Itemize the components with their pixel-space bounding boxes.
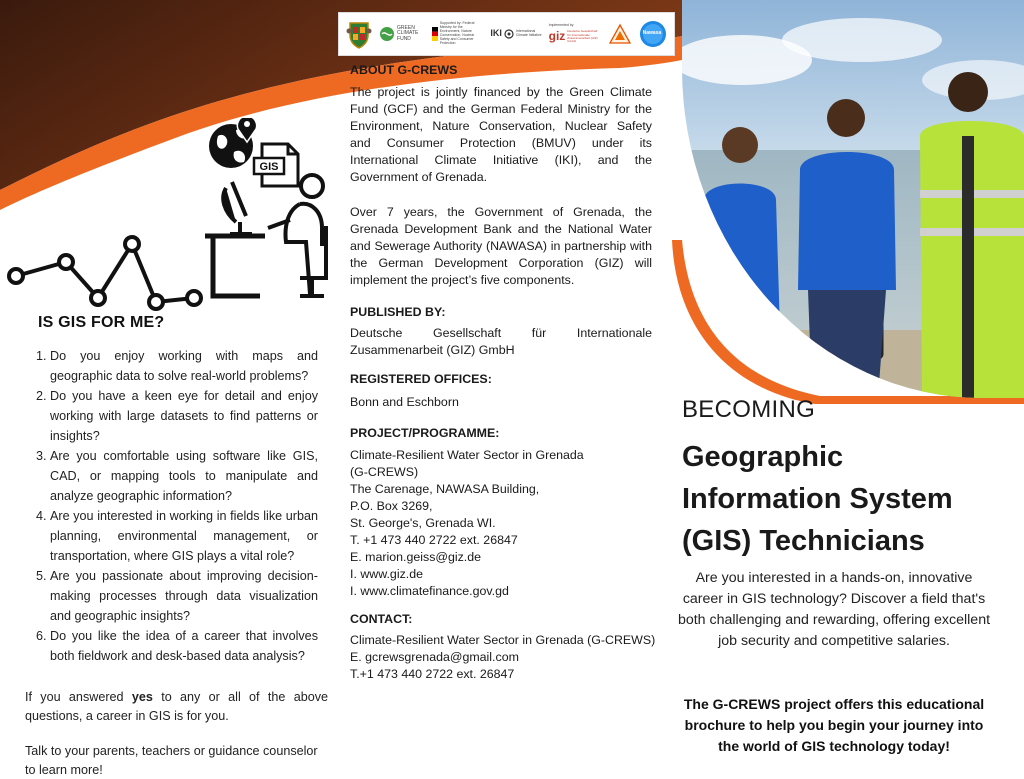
- programme-line: P.O. Box 3269,: [350, 499, 433, 513]
- question-item: [36, 566, 318, 626]
- programme-email: E. marion.geiss@giz.de: [350, 550, 482, 564]
- talk-paragraph: Talk to your parents, teachers or guidance counselor to learn more!: [25, 744, 318, 777]
- contact-heading: CONTACT:: [350, 612, 413, 626]
- programme-heading: PROJECT/PROGRAMME:: [350, 426, 500, 440]
- programme-phone: T. +1 473 440 2722 ext. 26847: [350, 533, 518, 547]
- brochure-main-title: [682, 436, 1012, 562]
- green-climate-fund-logo: [379, 26, 425, 43]
- nawasa-logo: [639, 20, 667, 48]
- published-heading: PUBLISHED BY:: [350, 305, 446, 319]
- answer-yes: yes: [131, 690, 153, 704]
- answer-paragraph: [25, 688, 328, 726]
- offices-heading: REGISTERED OFFICES:: [350, 372, 492, 386]
- programme-block: [350, 447, 652, 600]
- about-paragraph-1: The project is jointly financed by the Green Climate Fund (GCF) and the German Federal Ministry for the Environment, Nature Conservation, Nuclear Safety and Consumer Protection (BMUV) under its International Climate Initiative (IKI), and the Government of Grenada.: [350, 85, 652, 184]
- grenada-coat-of-arms-logo: [346, 19, 372, 49]
- question-number: 6.: [36, 629, 47, 643]
- question-item: [36, 386, 318, 446]
- partner-logos: [338, 12, 675, 56]
- title-line-2: Information System: [682, 483, 953, 515]
- question-text: Are you interested in working in fields like urban planning, environmental management, or transportation, where GIS plays a vital role?: [50, 509, 318, 563]
- grenada-development-bank-logo: [608, 23, 632, 45]
- question-text: Are you passionate about improving decision-making processes through data visualization and geographic insights?: [50, 569, 318, 623]
- programme-website-climatefinance: I. www.climatefinance.gov.gd: [350, 584, 509, 598]
- contact-line: Climate-Resilient Water Sector in Grenada (G-CREWS): [350, 633, 656, 647]
- giz-logo-text: Deutsche Gesellschaft für Internationale Zusammenarbeit (GIZ) GmbH: [567, 29, 598, 44]
- programme-line: St. George's, Grenada WI.: [350, 516, 496, 530]
- offer-paragraph: The G-CREWS project offers this educational brochure to help you begin your journey into the world of GIS technology today!: [683, 696, 985, 754]
- question-number: 2.: [36, 389, 47, 403]
- giz-logo-mark: giz: [548, 29, 566, 44]
- question-item: [36, 346, 318, 386]
- bmuv-logo-text: Supported by: Federal Ministry for the Environment, Nature Conservation, Nuclear Safety and Consumer Protection: [439, 21, 475, 45]
- offices-text: Bonn and Eschborn: [350, 395, 459, 409]
- title-line-1: Geographic: [682, 441, 844, 473]
- question-item: [36, 506, 318, 566]
- contact-phone: T.+1 473 440 2722 ext. 26847: [350, 667, 515, 681]
- published-block: [350, 325, 652, 359]
- iki-logo-text: International Climate Initiative: [515, 29, 542, 37]
- giz-implemented-text: Implemented by: [548, 23, 574, 28]
- gis-worker-illustration: [0, 118, 340, 314]
- programme-line: The Carenage, NAWASA Building,: [350, 482, 540, 496]
- question-number: 1.: [36, 349, 47, 363]
- iki-logo-mark: IKI: [490, 28, 502, 39]
- bmuv-logo: [432, 22, 484, 45]
- published-line-2: Zusammenarbeit (GIZ) GmbH: [350, 343, 515, 357]
- about-heading: ABOUT G-CREWS: [350, 63, 458, 77]
- question-text: Do you enjoy working with maps and geographic data to solve real-world problems?: [50, 349, 318, 383]
- answer-pre: If you answered: [25, 690, 132, 704]
- question-number: 5.: [36, 569, 47, 583]
- programme-line: Climate-Resilient Water Sector in Grenada: [350, 448, 584, 462]
- programme-line: (G-CREWS): [350, 465, 419, 479]
- gcf-logo-text: GREEN CLIMATE FUND: [397, 24, 419, 42]
- contact-block: [350, 632, 670, 683]
- question-item: [36, 626, 318, 666]
- nawasa-logo-text: Nawasa: [642, 30, 662, 37]
- programme-website-giz: I. www.giz.de: [350, 567, 423, 581]
- title-line-3: (GIS) Technicians: [682, 525, 925, 557]
- giz-logo: [549, 24, 602, 43]
- gis-document-label: GIS: [259, 161, 279, 173]
- line-chart-icon: [9, 237, 201, 309]
- computer-monitor-icon: [223, 182, 252, 234]
- globe-pin-icon: [209, 118, 257, 168]
- question-text: Do you like the idea of a career that involves both fieldwork and desk-based data analysis?: [50, 629, 318, 663]
- contact-email: E. gcrewsgrenada@gmail.com: [350, 650, 519, 664]
- question-text: Are you comfortable using software like GIS, CAD, or mapping tools to manipulate and analyze geographic information?: [50, 449, 318, 503]
- becoming-label: BECOMING: [682, 396, 816, 423]
- published-line-1: Deutsche Gesellschaft für Internationale: [350, 326, 652, 340]
- desk-icon: [205, 236, 265, 296]
- answer-post: to any or all of the above questions, a career in GIS is for you.: [25, 690, 329, 723]
- is-gis-for-me-heading: IS GIS FOR ME?: [38, 314, 165, 331]
- gis-document-icon: [254, 144, 298, 186]
- question-number: 4.: [36, 509, 47, 523]
- intro-paragraph: Are you interested in a hands-on, innovative career in GIS technology? Discover a field that's both challenging and rewarding, offering excellent job security and competitive salaries.: [677, 570, 991, 649]
- iki-logo: [490, 29, 542, 39]
- person-icon: [268, 175, 328, 296]
- question-item: [36, 446, 318, 506]
- about-paragraph-2: Over 7 years, the Government of Grenada, the Grenada Development Bank and the National Water and Sewerage Authority (NAWASA) in partnership with the German Development Corporation (GIZ) will implement the project’s five components.: [350, 205, 652, 287]
- question-number: 3.: [36, 449, 47, 463]
- gis-questions-list: [36, 346, 318, 666]
- question-text: Do you have a keen eye for detail and enjoy working with large datasets to find patterns or insights?: [50, 389, 318, 443]
